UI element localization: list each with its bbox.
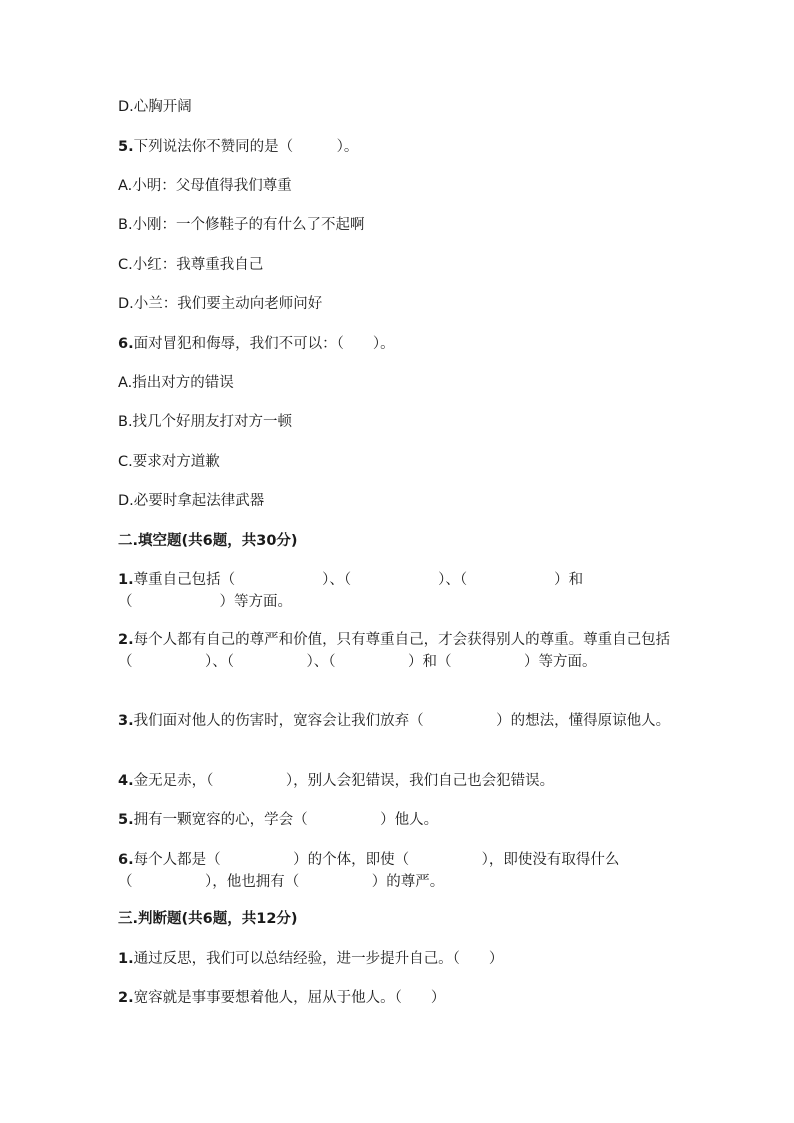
question-number: 2.	[118, 990, 134, 1006]
q6-option-c: C.要求对方道歉	[118, 454, 220, 470]
question-6	[118, 333, 395, 355]
fill-question-3	[118, 710, 678, 732]
q5-option-d: D.小兰：我们要主动向老师问好	[118, 296, 323, 312]
judge-question-1	[118, 948, 503, 970]
question-number: 2.	[118, 632, 134, 648]
question-number: 1.	[118, 951, 134, 967]
q6-option-a: A.指出对方的错误	[118, 375, 234, 391]
q4-option-d: D.心胸开阔	[118, 99, 192, 115]
question-text: 宽容就是事事要想着他人，屈从于他人。（ ）	[133, 990, 446, 1006]
fill-question-2	[118, 629, 678, 673]
q6-option-d: D.必要时拿起法律武器	[118, 493, 265, 509]
question-text: 每个人都是（ ）的个体，即使（ ），即使没有取得什么（ ），他也拥有（ ）的尊严。	[118, 852, 620, 890]
fill-question-1	[118, 569, 678, 613]
question-number: 6.	[118, 336, 134, 352]
question-stem: 下列说法你不赞同的是（ ）。	[133, 139, 359, 155]
question-text: 我们面对他人的伤害时，宽容会让我们放弃（ ）的想法，懂得原谅他人。	[133, 713, 671, 729]
question-number: 4.	[118, 773, 134, 789]
question-text: 拥有一颗宽容的心，学会（ ）他人。	[133, 812, 439, 828]
judge-question-2	[118, 987, 445, 1009]
q5-option-b: B.小刚：一个修鞋子的有什么了不起啊	[118, 217, 365, 233]
q5-option-a: A.小明：父母值得我们尊重	[118, 178, 292, 194]
question-number: 5.	[118, 812, 134, 828]
section-heading-true-false: 三.判断题(共6题，共12分)	[118, 911, 298, 927]
question-text: 每个人都有自己的尊严和价值，只有尊重自己，才会获得别人的尊重。尊重自己包括（ ）、（ ）、（ ）和（ ）等方面。	[118, 632, 671, 670]
fill-question-6	[118, 849, 678, 893]
question-number: 1.	[118, 572, 134, 588]
question-5	[118, 136, 358, 158]
section-heading-fill-in: 二.填空题(共6题，共30分)	[118, 533, 298, 549]
question-number: 6.	[118, 852, 134, 868]
q5-option-c: C.小红：我尊重我自己	[118, 257, 264, 273]
question-text: 金无足赤，（ ），别人会犯错误，我们自己也会犯错误。	[133, 773, 555, 789]
question-number: 3.	[118, 713, 134, 729]
fill-question-5	[118, 809, 678, 831]
question-number: 5.	[118, 139, 134, 155]
question-text: 尊重自己包括（ ）、（ ）、（ ）和（ ）等方面。	[118, 572, 584, 610]
q6-option-b: B.找几个好朋友打对方一顿	[118, 414, 293, 430]
question-stem: 面对冒犯和侮辱，我们不可以：（ ）。	[133, 336, 395, 352]
question-text: 通过反思，我们可以总结经验，进一步提升自己。（ ）	[133, 951, 504, 967]
fill-question-4	[118, 770, 678, 792]
